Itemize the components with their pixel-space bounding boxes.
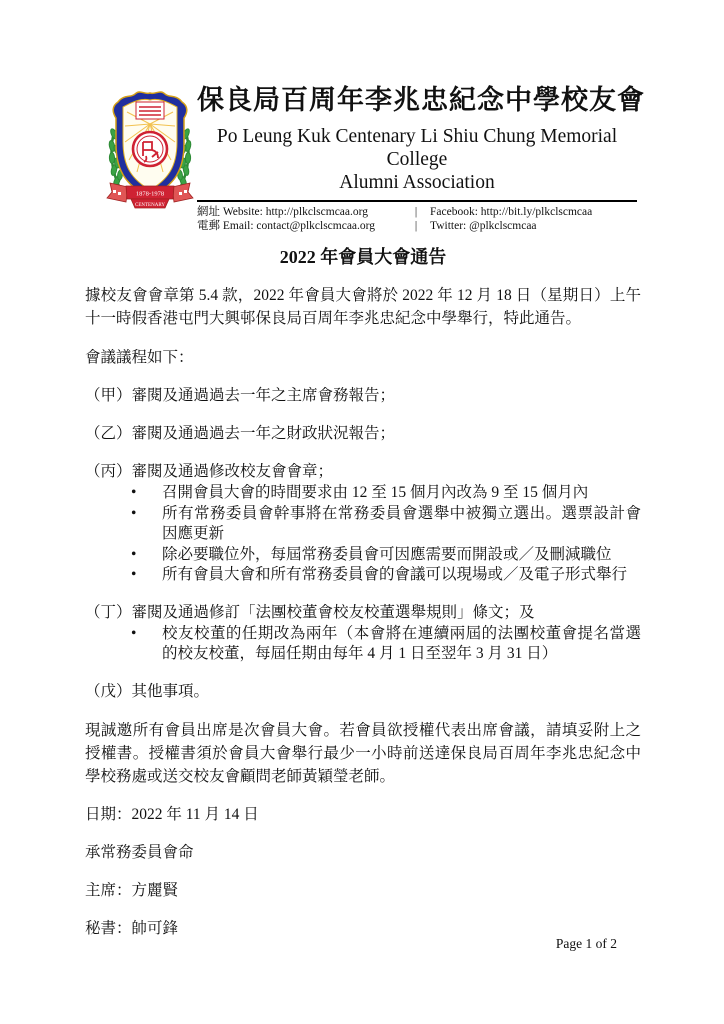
- centenary-ribbon: [107, 183, 193, 208]
- agenda-label: （丁）: [85, 603, 132, 621]
- agenda-item-b: [85, 422, 641, 445]
- agenda-text: 審閱及通過過去一年之財政狀況報告；: [131, 425, 396, 442]
- secretary-line: 秘書：帥可鋒: [85, 919, 179, 937]
- agenda-label: （丙）: [85, 463, 132, 480]
- invitation-paragraph: 現誠邀所有會員出席是次會員大會。若會員欲授權代表出席會議，請填妥附上之授權書。授權書須於會員大會舉行最少一小時前送達保良局百周年李兆忠紀念中學校務處或送交校友會顧問老師黃穎瑩老師。: [85, 721, 641, 785]
- date-line: 日期：2022 年 11 月 14 日: [85, 805, 259, 823]
- agenda-item-c: [85, 460, 641, 586]
- agenda-text: 審閱及通過過去一年之主席會務報告；: [131, 387, 396, 404]
- notice-title: 2022 年會員大會通告: [279, 247, 447, 267]
- emblem-circle: [133, 132, 167, 166]
- chairman-line: 主席：方麗賢: [85, 881, 179, 899]
- agenda-lead: 會議議程如下：: [85, 349, 194, 366]
- website-text: 網址 Website: http://plkclscmcaa.org: [197, 206, 369, 218]
- agenda-line: [85, 601, 641, 624]
- twitter-text: Twitter: @plkclscmcaa: [430, 220, 537, 232]
- contact-row-1: [197, 205, 637, 219]
- agenda-item-e: [85, 680, 641, 703]
- agenda-label: （戊）: [85, 682, 132, 700]
- ribbon-years-text: 1878-1978: [135, 190, 165, 198]
- ribbon-centenary-text: CENTENARY: [135, 203, 165, 208]
- byline: 承常務委員會命: [85, 843, 194, 861]
- agenda-bullet: • 召開會員大會的時間要求由 12 至 15 個月內改為 9 至 15 個月內: [85, 483, 641, 504]
- contact-row-2: [197, 219, 637, 233]
- org-name-english-line1: Po Leung Kuk Centenary Li Shiu Chung Memorial College: [216, 126, 618, 170]
- letterhead-divider: [197, 200, 637, 202]
- intro-paragraph: 據校友會會章第 5.4 款，2022 年會員大會將於 2022 年 12 月 18 日（星期日）上午十一時假香港屯門大興邨保良局百周年李兆忠紀念中學舉行，特此通告。: [85, 287, 641, 327]
- contact-separator: |: [414, 206, 418, 218]
- org-name-english-line2: Alumni Association: [339, 172, 495, 193]
- school-crest-logo: [105, 86, 195, 210]
- agenda-text: 審閱及通過修改校友會會章；: [131, 463, 334, 480]
- agenda-label: （乙）: [85, 425, 132, 442]
- org-name-chinese: 保良局百周年李兆忠紀念中學校友會: [197, 85, 645, 115]
- notice-body: [85, 246, 641, 940]
- agenda-bullet: • 除必要職位外，每屆常務委員會可因應需要而開設或／及刪減職位: [85, 545, 641, 566]
- agenda-item-d: [85, 601, 641, 665]
- contact-separator: |: [414, 220, 418, 232]
- agenda-bullet: • 校友校董的任期改為兩年（本會將在連續兩屆的法團校董會提名當選的校友校董，每屆任期由每年 4 月 1 日至翌年 3 月 31 日）: [85, 624, 641, 665]
- agenda-label: （甲）: [85, 387, 132, 404]
- agenda-line: [85, 460, 641, 483]
- facebook-text: Facebook: http://bit.ly/plkclscmcaa: [430, 206, 593, 218]
- org-name-english: [197, 125, 637, 194]
- agenda-bullet: • 所有會員大會和所有常務委員會的會議可以現場或／及電子形式舉行: [85, 565, 641, 586]
- letterhead-text-block: [197, 84, 645, 233]
- agenda-text: 審閱及通過修訂「法團校董會校友校董選舉規則」條文；及: [131, 603, 535, 621]
- page-number: Page 1 of 2: [555, 936, 617, 951]
- email-text: 電郵 Email: contact@plkclscmcaa.org: [197, 220, 376, 232]
- agenda-bullet: • 所有常務委員會幹事將在常務委員會選舉中被獨立選出。選票設計會因應更新: [85, 504, 641, 545]
- agenda-text: 其他事項。: [131, 682, 210, 700]
- agenda-item-a: [85, 384, 641, 407]
